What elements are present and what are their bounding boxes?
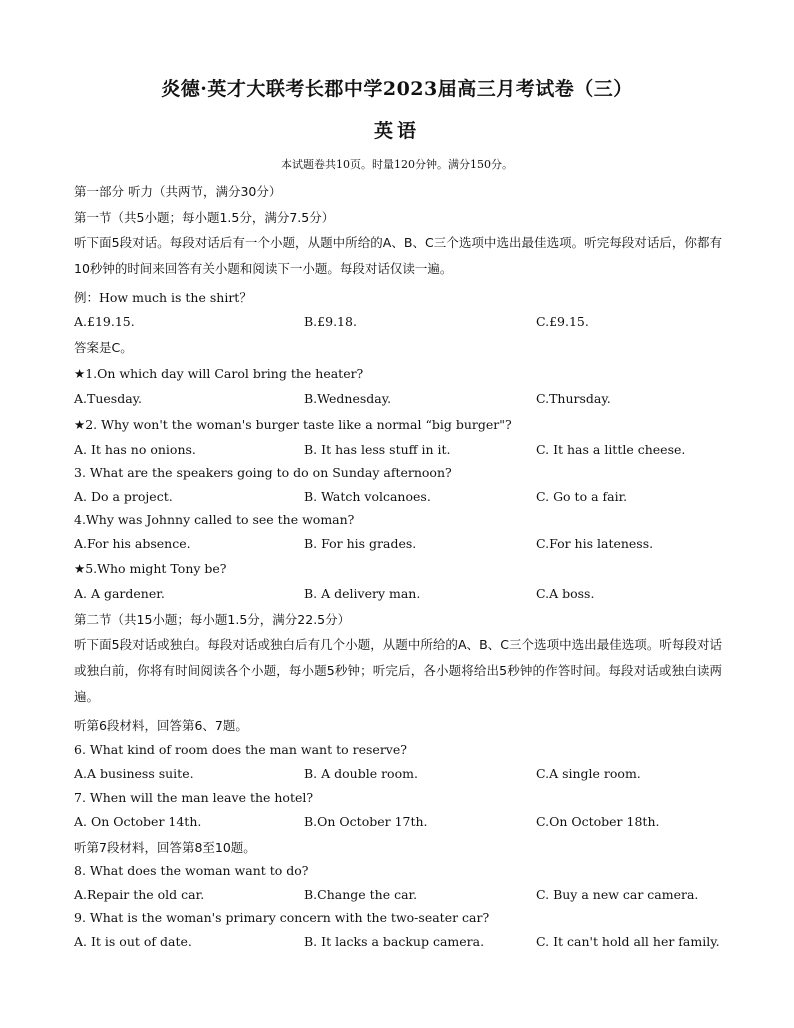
- q4-option-a: A.For his absence.: [74, 536, 191, 551]
- q1-option-a: A.Tuesday.: [74, 391, 143, 406]
- q2-option-c: C. It has a little cheese.: [536, 442, 686, 457]
- q6-option-b: B. A double room.: [304, 766, 418, 781]
- q9-option-c: C. It can't hold all her family.: [536, 934, 720, 949]
- exam-title: 炎德·英才大联考长郡中学2023届高三月考试卷（三）: [161, 78, 633, 100]
- question-7: 7. When will the man leave the hotel?: [74, 790, 314, 805]
- part1-heading: 第一部分 听力（共两节，满分30分）: [74, 184, 282, 199]
- q7-option-b: B.On October 17th.: [304, 814, 428, 829]
- question-9: 9. What is the woman's primary concern with the two-seater car?: [74, 910, 490, 925]
- q3-option-a: A. Do a project.: [74, 489, 173, 504]
- section1-heading: 第一节（共5小题；每小题1.5分，满分7.5分）: [74, 210, 335, 225]
- question-3: 3. What are the speakers going to do on Sunday afternoon?: [74, 465, 452, 480]
- question-2: ★2. Why won't the woman's burger taste like a normal “big burger"?: [74, 417, 512, 432]
- example-option-c: C.£9.15.: [536, 314, 589, 329]
- q5-option-a: A. A gardener.: [74, 586, 165, 601]
- q5-option-c: C.A boss.: [536, 586, 595, 601]
- section2-instructions: 听下面5段对话或独白。每段对话或独白后有几个小题，从题中所给的A、B、C三个选项中选出最佳选项。听每段对话或独白前，你将有时间阅读各个小题，每小题5秒钟；听完后，各小题将给出5秒钟的作答时间。每段对话或独白读两遍。: [74, 637, 722, 704]
- question-5: ★5.Who might Tony be?: [74, 561, 227, 576]
- material-6-heading: 听第6段材料，回答第6、7题。: [74, 718, 248, 733]
- question-8: 8. What does the woman want to do?: [74, 863, 309, 878]
- q1-option-c: C.Thursday.: [536, 391, 611, 406]
- q7-option-a: A. On October 14th.: [74, 814, 202, 829]
- q2-option-b: B. It has less stuff in it.: [304, 442, 451, 457]
- q7-option-c: C.On October 18th.: [536, 814, 660, 829]
- q9-option-a: A. It is out of date.: [74, 934, 192, 949]
- q4-option-c: C.For his lateness.: [536, 536, 654, 551]
- q5-option-b: B. A delivery man.: [304, 586, 421, 601]
- q6-option-a: A.A business suite.: [74, 766, 194, 781]
- subject-title: 英语: [373, 120, 420, 142]
- exam-note: 本试题卷共10页。时量120分钟。满分150分。: [281, 158, 513, 171]
- section2-heading: 第二节（共15小题；每小题1.5分，满分22.5分）: [74, 612, 351, 627]
- question-6: 6. What kind of room does the man want to reserve?: [74, 742, 407, 757]
- example-question: 例：How much is the shirt？: [74, 290, 252, 305]
- q3-option-c: C. Go to a fair.: [536, 489, 628, 504]
- q8-option-b: B.Change the car.: [304, 887, 418, 902]
- q2-option-a: A. It has no onions.: [74, 442, 196, 457]
- example-answer: 答案是C。: [74, 340, 133, 355]
- example-option-a: A.£19.15.: [74, 314, 135, 329]
- q6-option-c: C.A single room.: [536, 766, 641, 781]
- question-4: 4.Why was Johnny called to see the woman?: [74, 512, 355, 527]
- material-7-heading: 听第7段材料，回答第8至10题。: [74, 840, 256, 855]
- section1-instructions: 听下面5段对话。每段对话后有一个小题，从题中所给的A、B、C三个选项中选出最佳选项。听完每段对话后，你都有10秒钟的时间来回答有关小题和阅读下一小题。每段对话仅读一遍。: [74, 235, 722, 276]
- q3-option-b: B. Watch volcanoes.: [304, 489, 431, 504]
- q8-option-a: A.Repair the old car.: [74, 887, 205, 902]
- q1-option-b: B.Wednesday.: [304, 391, 392, 406]
- example-option-b: B.£9.18.: [304, 314, 357, 329]
- q8-option-c: C. Buy a new car camera.: [536, 887, 699, 902]
- q9-option-b: B. It lacks a backup camera.: [304, 934, 485, 949]
- question-1: ★1.On which day will Carol bring the heater?: [74, 366, 364, 381]
- q4-option-b: B. For his grades.: [304, 536, 417, 551]
